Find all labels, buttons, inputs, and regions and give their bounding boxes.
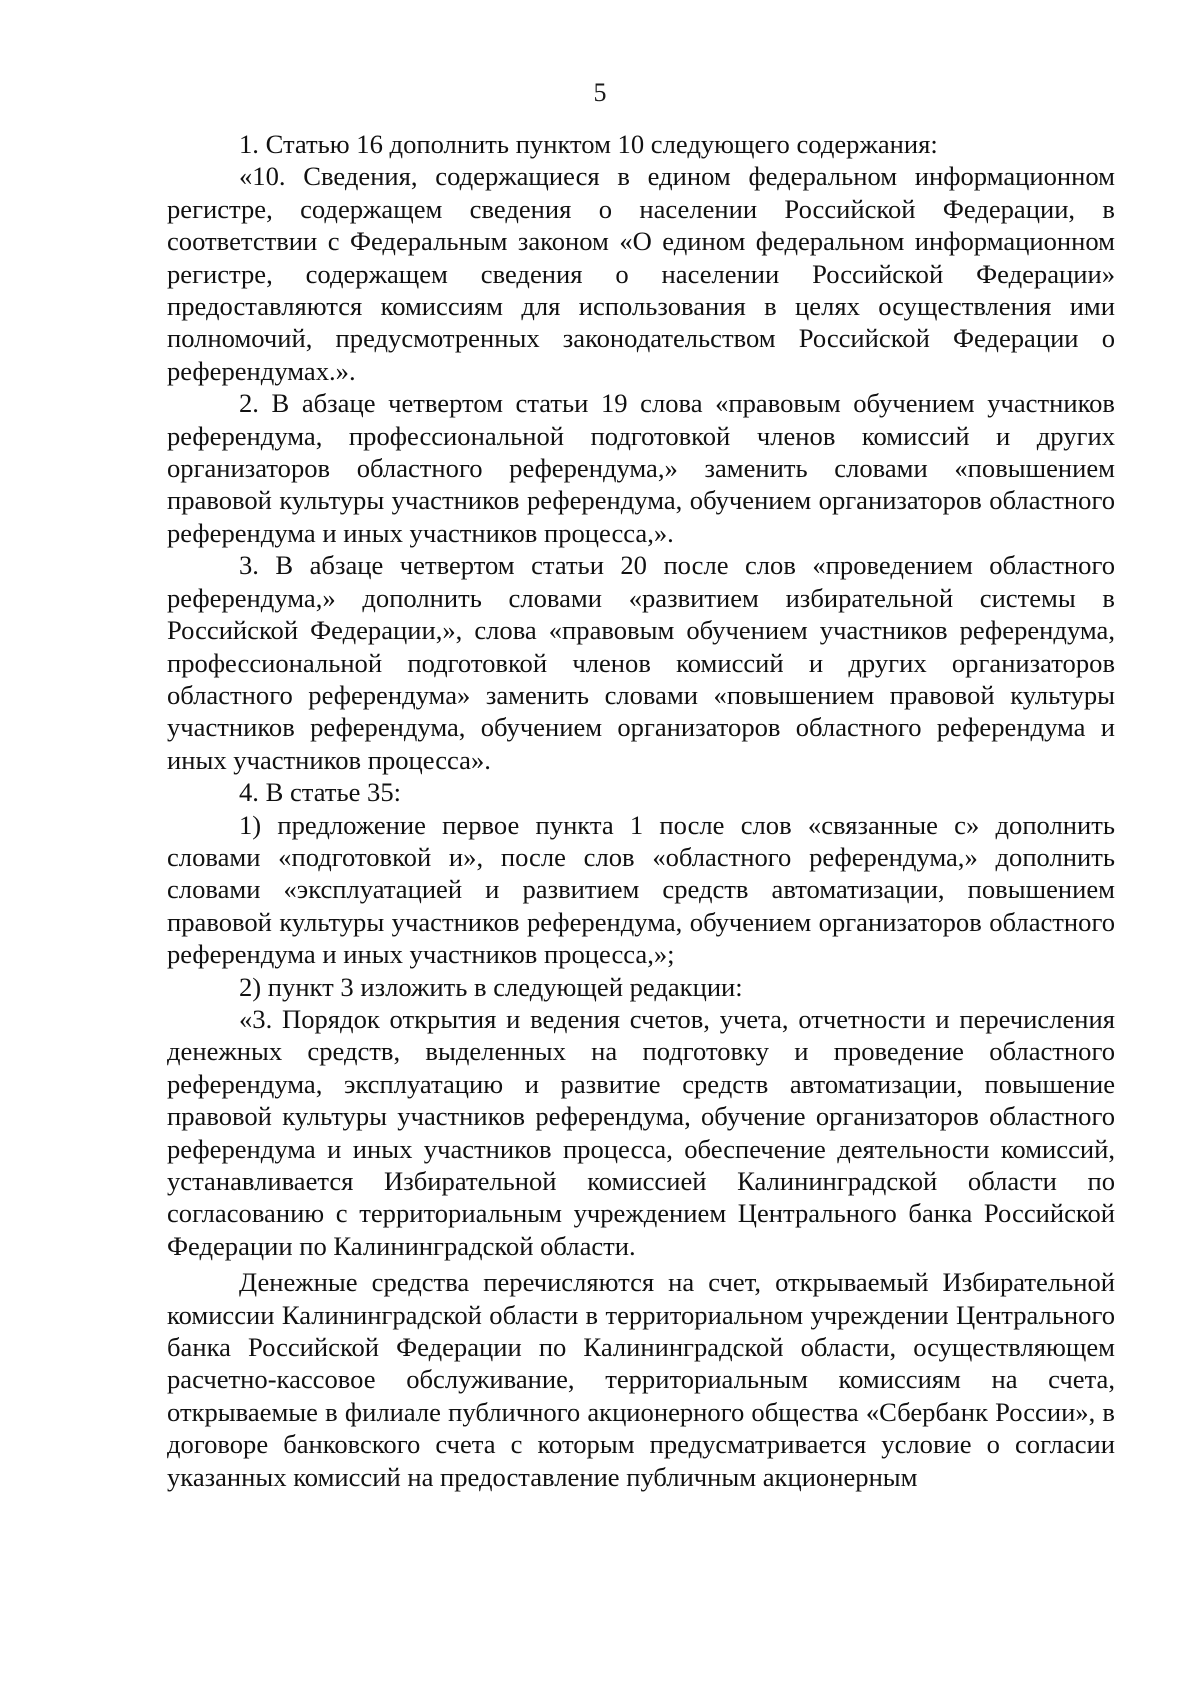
paragraph-article-35: 4. В статье 35:: [239, 777, 402, 808]
paragraph-article-20: 3. В абзаце четвертом статьи 20 после слов «проведением областного референдума,» дополнить словами «развитием избирательной системы в Российской Федерации,», слова «правовым обучением участников референдума, профессиональной подготовкой членов комиссий и других организаторов областного референдума» заменить словами «повышением правовой культуры участников референдума, обучением организаторов областного референдума и иных участников процесса».: [167, 550, 1115, 775]
document-body: [167, 128, 1115, 1493]
paragraph-article-35-item-1: 1) предложение первое пункта 1 после слов «связанные с» дополнить словами «подготовкой и», после слов «областного референдума,» дополнить словами «эксплуатацией и развитием средств автоматизации, повышением правовой культуры участников референдума, обучением организаторов областного референдума и иных участников процесса,»;: [167, 809, 1115, 970]
paragraph-item-10-text: «10. Сведения, содержащиеся в едином федеральном информационном регистре, содержащем сведения о населении Российской Федерации, в соответствии с Федеральным законом «О едином федеральном информационном регистре, содержащем сведения о населении Российской Федерации» предоставляются комиссиям для использования в целях осуществления ими полномочий, предусмотренных законодательством Российской Федерации о референдумах.».: [167, 161, 1115, 386]
paragraph-item-3-text: «3. Порядок открытия и ведения счетов, учета, отчетности и перечисления денежных средств, выделенных на подготовку и проведение областного референдума, эксплуатацию и развитие средств автоматизации, повышение правовой культуры участников референдума, обучение организаторов областного референдума и иных участников процесса, обеспечение деятельности комиссий, устанавливается Избирательной комиссией Калининградской области по согласованию с территориальным учреждением Центрального банка Российской Федерации по Калининградской области.: [167, 1003, 1115, 1261]
page-number: 5: [593, 78, 607, 107]
paragraph-article-16: 1. Статью 16 дополнить пунктом 10 следующего содержания:: [239, 129, 938, 159]
paragraph-article-35-item-2: 2) пункт 3 изложить в следующей редакции:: [239, 971, 743, 1002]
paragraph-funds-transfer: Денежные средства перечисляются на счет, открываемый Избирательной комиссии Калининградской области в территориальном учреждении Центрального банка Российской Федерации по Калининградской области, осуществляющем расчетно-кассовое обслуживание, территориальным комиссиям на счета, открываемые в филиале публичного акционерного общества «Сбербанк России», в договоре банковского счета с которым предусматривается условие о согласии указанных комиссий на предоставление публичным акционерным: [167, 1267, 1115, 1492]
paragraph-article-19: 2. В абзаце четвертом статьи 19 слова «правовым обучением участников референдума, профессиональной подготовкой членов комиссий и других организаторов областного референдума,» заменить словами «повышением правовой культуры участников референдума, обучением организаторов областного референдума и иных участников процесса,».: [167, 388, 1115, 548]
